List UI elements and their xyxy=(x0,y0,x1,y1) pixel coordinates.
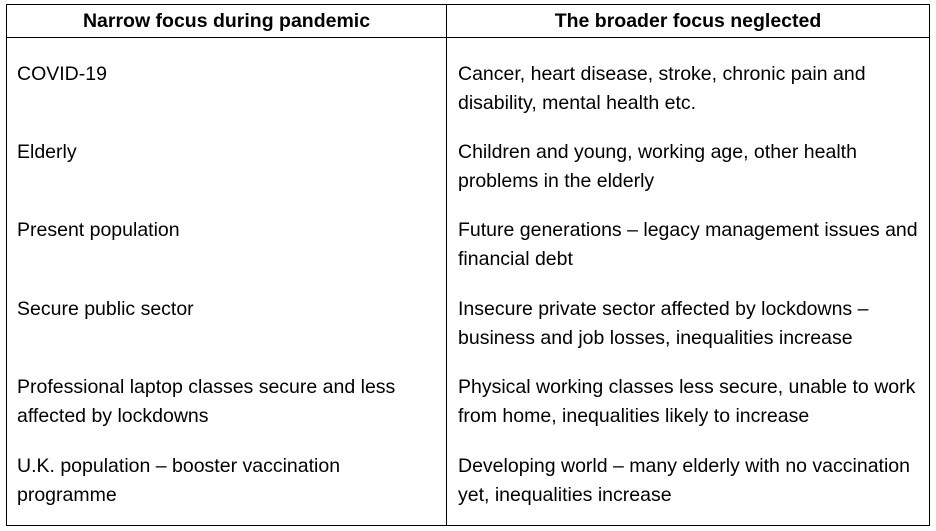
column-divider xyxy=(446,5,447,525)
broader-focus-cell: Developing world – many elderly with no vaccination yet, inequalities increase xyxy=(458,455,910,506)
narrow-focus-cell: U.K. population – booster vaccination programme xyxy=(17,455,341,506)
narrow-focus-cell: Elderly xyxy=(17,141,77,163)
broader-focus-cell: Insecure private sector affected by lockdowns – business and job losses, inequalities increase xyxy=(458,298,869,349)
narrow-focus-cell: Present population xyxy=(17,219,180,241)
header-broader-focus: The broader focus neglected xyxy=(554,10,822,32)
header-narrow-focus: Narrow focus during pandemic xyxy=(82,10,371,32)
broader-focus-cell: Future generations – legacy management issues and financial debt xyxy=(458,219,918,270)
narrow-focus-cell: Professional laptop classes secure and less affected by lockdowns xyxy=(17,376,396,427)
narrow-focus-cell: COVID-19 xyxy=(17,63,107,85)
broader-focus-cell: Physical working classes less secure, unable to work from home, inequalities likely to increase xyxy=(458,376,916,427)
broader-focus-cell: Cancer, heart disease, stroke, chronic pain and disability, mental health etc. xyxy=(458,63,866,114)
narrow-focus-cell: Secure public sector xyxy=(17,298,194,320)
broader-focus-cell: Children and young, working age, other health problems in the elderly xyxy=(458,141,857,192)
comparison-table xyxy=(6,4,930,526)
header-divider xyxy=(7,37,929,38)
